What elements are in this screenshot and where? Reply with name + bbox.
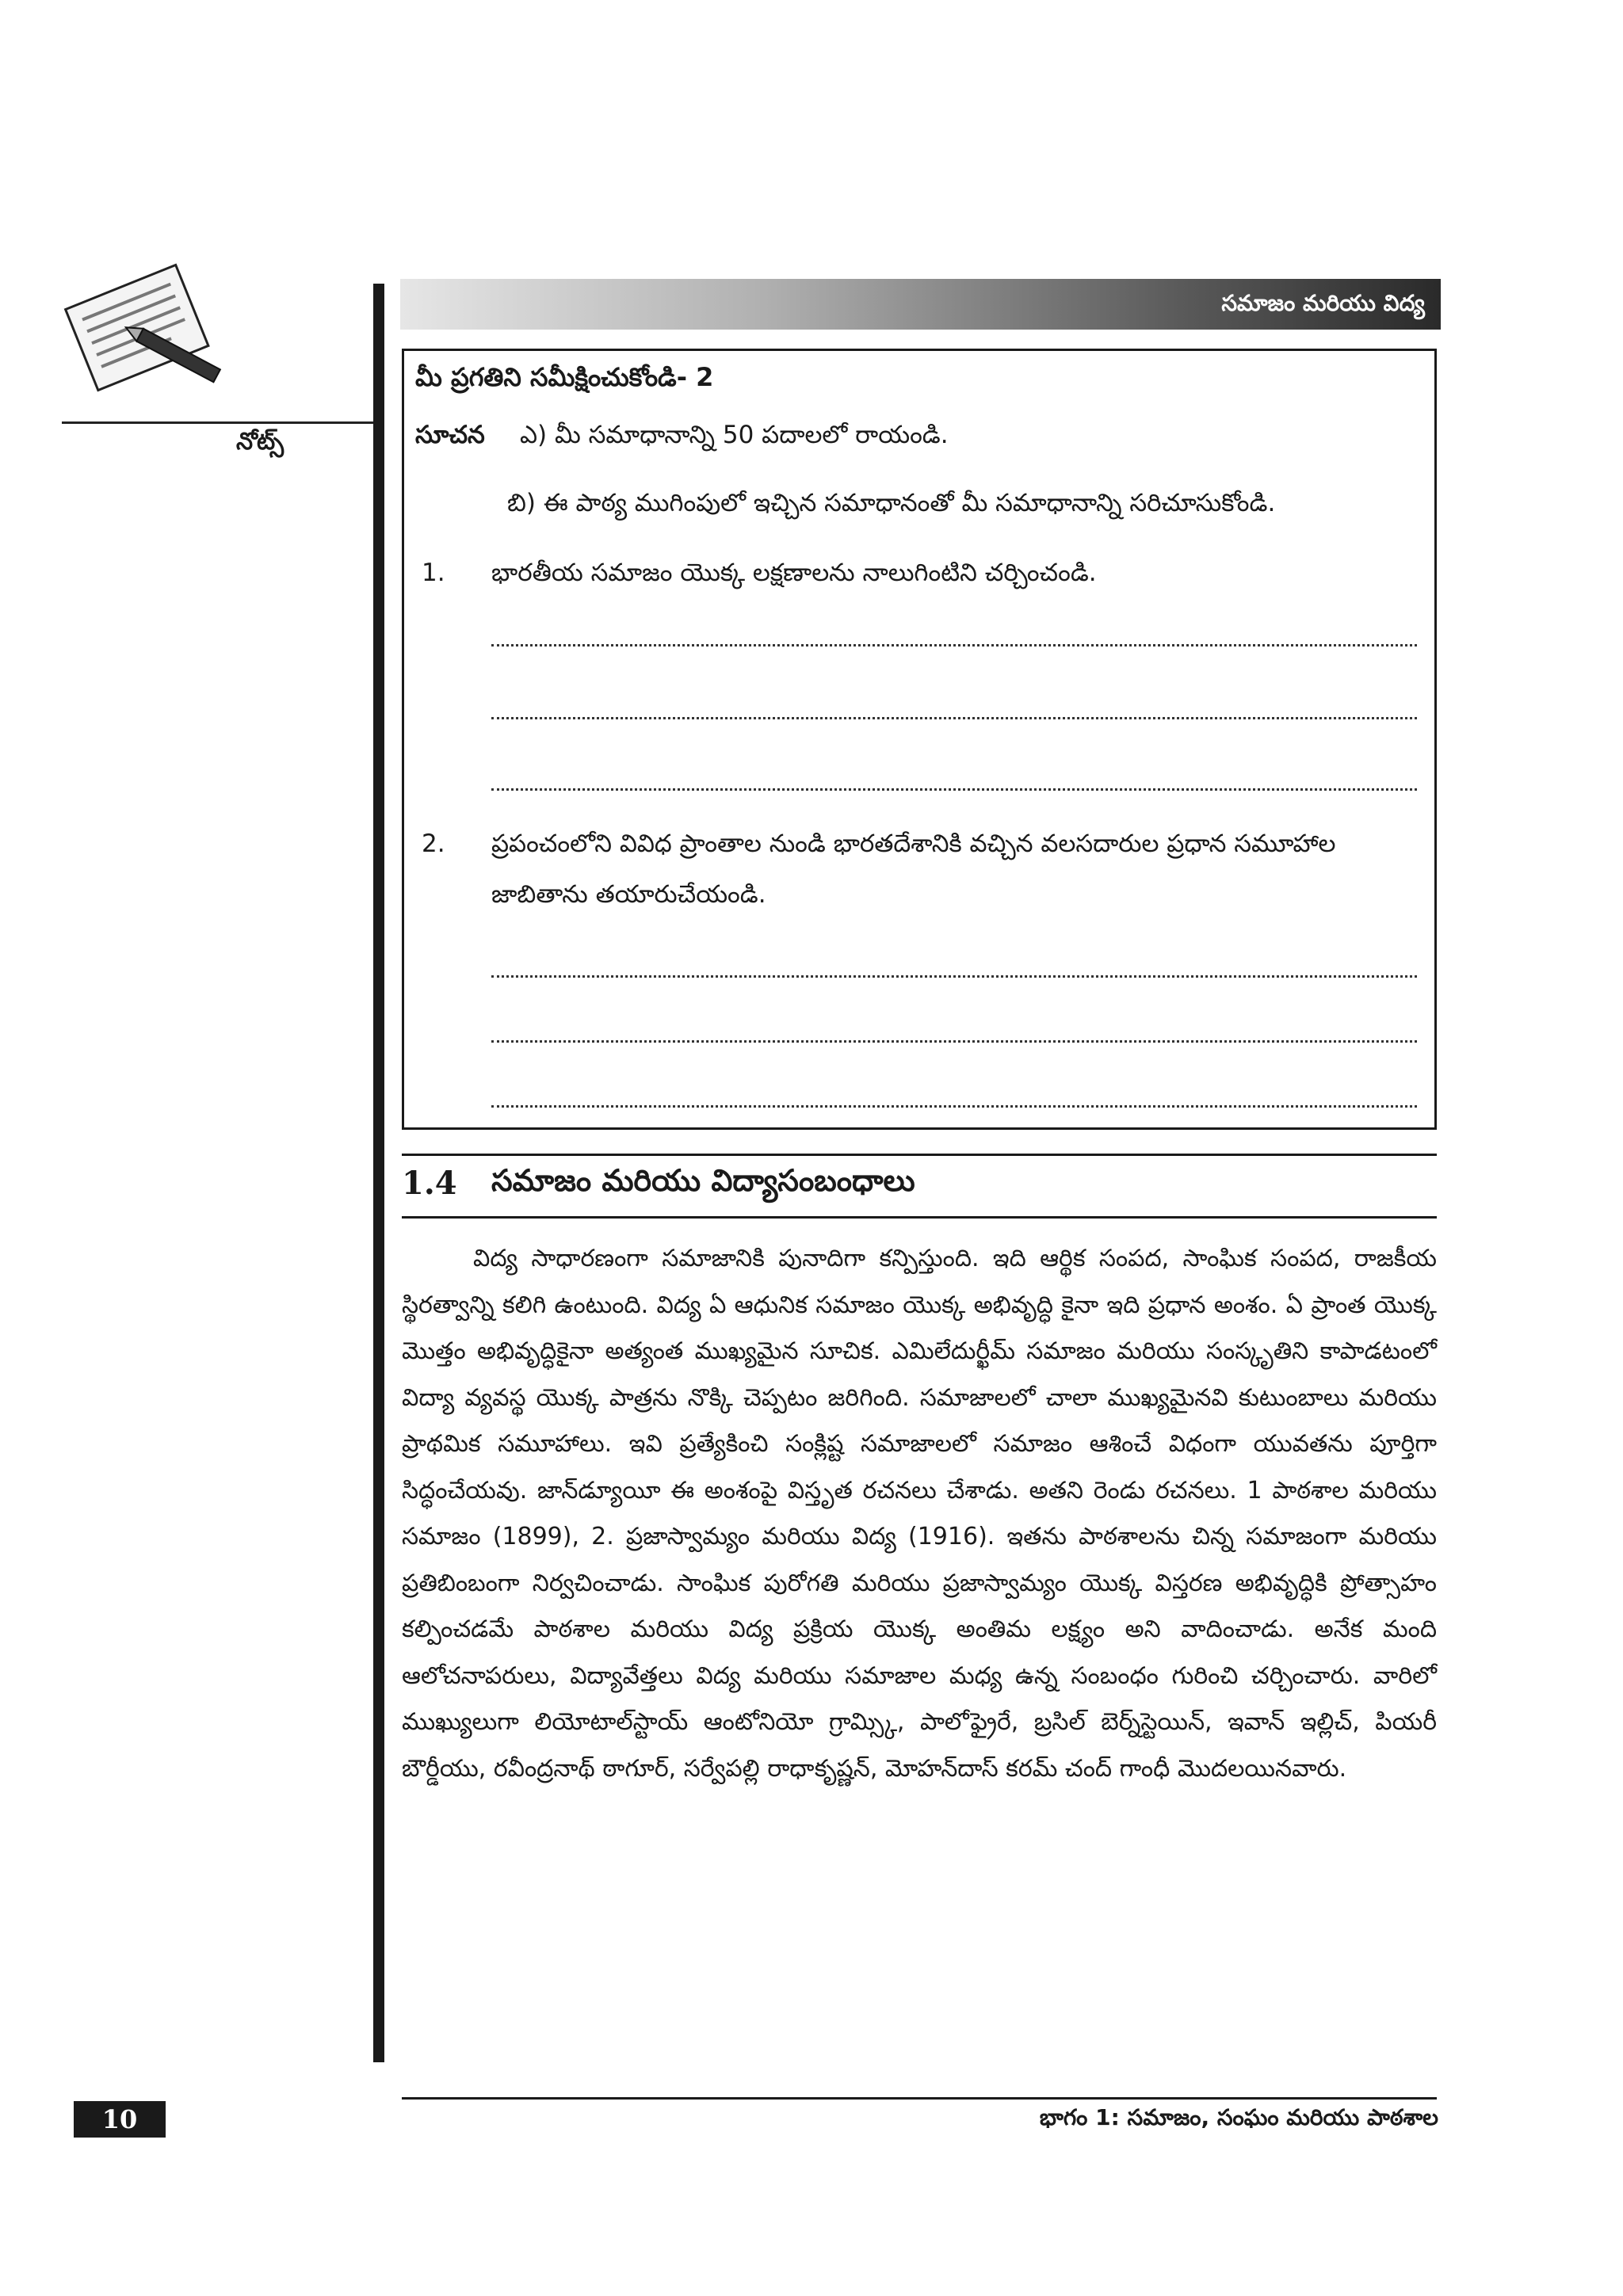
header-title: సమాజం మరియు విద్య: [1221, 290, 1425, 316]
notes-label: నోట్స్: [236, 428, 285, 456]
answer-line[interactable]: [491, 644, 1417, 646]
question-text: ప్రపంచంలోని వివిధ ప్రాంతాల నుండి భారతదేశానికి వచ్చిన వలసదారుల ప్రధాన సమూహాల జాబితాను తయారుచేయండి.: [491, 830, 1336, 909]
notes-rule: [62, 421, 379, 424]
answer-line[interactable]: [491, 788, 1417, 791]
section-rule: [402, 1154, 1437, 1156]
question-number: 2.: [422, 830, 445, 858]
section-rule: [402, 1216, 1437, 1219]
footer-text: భాగం 1: సమాజం, సంఘం మరియు పాఠశాల: [1039, 2104, 1438, 2130]
body-paragraph: విద్య సాధారణంగా సమాజానికి పునాదిగా కన్పిస్తుంది. ఇది ఆర్థిక సంపద, సాంఘిక సంపద, రాజకీయ స్థిరత్వాన్ని కలిగి ఉంటుంది. విద్య ఏ ఆధునిక సమాజం యొక్క అభివృద్ధి కైనా ఇది ప్రధాన అంశం. ఏ ప్రాంత యొక్క మొత్తం అభివృద్ధికైనా అత్యంత ముఖ్యమైన సూచిక. ఎమిలేదుర్ఖీమ్ సమాజం మరియు సంస్కృతిని కాపాడటంలో విద్యా వ్యవస్థ యొక్క పాత్రను నొక్కి చెప్పటం జరిగింది. సమాజాలలో చాలా ముఖ్యమైనవి కుటుంబాలు మరియు ప్రాథమిక సమూహాలు. ఇవి ప్రత్యేకించి సంక్లిష్ట సమాజాలలో సమాజం ఆశించే విధంగా యువతను పూర్తిగా సిద్ధంచేయవు. జాన్‌డ్యూయీ ఈ అంశంపై విస్తృత రచనలు చేశాడు. అతని రెండు రచనలు. 1 పాఠశాల మరియు సమాజం (1899), 2. ప్రజాస్వామ్యం మరియు విద్య (1916). ఇతను పాఠశాలను చిన్న సమాజంగా మరియు ప్రతిబింబంగా నిర్వచించాడు. సాంఘిక పురోగతి మరియు ప్రజాస్వామ్యం యొక్క విస్తరణ అభివృద్ధికి ప్రోత్సాహం కల్పించడమే పాఠశాల మరియు విద్య ప్రక్రియ యొక్క అంతిమ లక్ష్యం అని వాదించాడు. అనేక మంది ఆలోచనాపరులు, విద్యావేత్తలు విద్య మరియు సమాజాల మధ్య ఉన్న సంబంధం గురించి చర్చించారు. వారిలో ముఖ్యులుగా లియోటాల్‌స్టాయ్ ఆంటోనియో గ్రామ్స్కి, పాలోఫ్రైరే, బ్రసిల్ బెర్న్‌స్టెయిన్, ఇవాన్ ఇల్లిచ్, పియరీ బౌర్డీయు, రవీంద్రనాథ్ ఠాగూర్, సర్వేపల్లి రాధాకృష్ణన్, మోహన్‌దాస్ కరమ్ చంద్ గాంధీ మొదలయినవారు.: [402, 1245, 1437, 1783]
answer-line[interactable]: [491, 1040, 1417, 1043]
hint-a: ఎ) మీ సమాధానాన్ని 50 పదాలలో రాయండి.: [520, 421, 949, 449]
hint-label: సూచన: [415, 421, 485, 449]
progress-review-box: [402, 349, 1437, 1130]
answer-line[interactable]: [491, 975, 1417, 978]
section-title: సమాజం మరియు విద్యాసంబంధాలు: [491, 1163, 915, 1198]
running-header: [400, 279, 1441, 330]
hint-b: బి) ఈ పాఠ్య ముగింపులో ఇచ్చిన సమాధానంతో మీ సమాధానాన్ని సరిచూసుకోండి.: [507, 489, 1276, 517]
page-number: 10: [74, 2101, 166, 2138]
section-number: 1.4: [402, 1165, 457, 1202]
answer-line[interactable]: [491, 717, 1417, 719]
question-text: భారతీయ సమాజం యొక్క లక్షణాలను నాలుగింటిని చర్చించండి.: [491, 559, 1097, 587]
question-number: 1.: [422, 559, 445, 587]
margin-divider: [373, 284, 384, 2062]
box-title: మీ ప్రగతిని సమీక్షించుకోండి- 2: [415, 362, 714, 392]
notes-icon: [48, 261, 238, 404]
answer-line[interactable]: [491, 1105, 1417, 1108]
footer-rule: [402, 2097, 1437, 2100]
